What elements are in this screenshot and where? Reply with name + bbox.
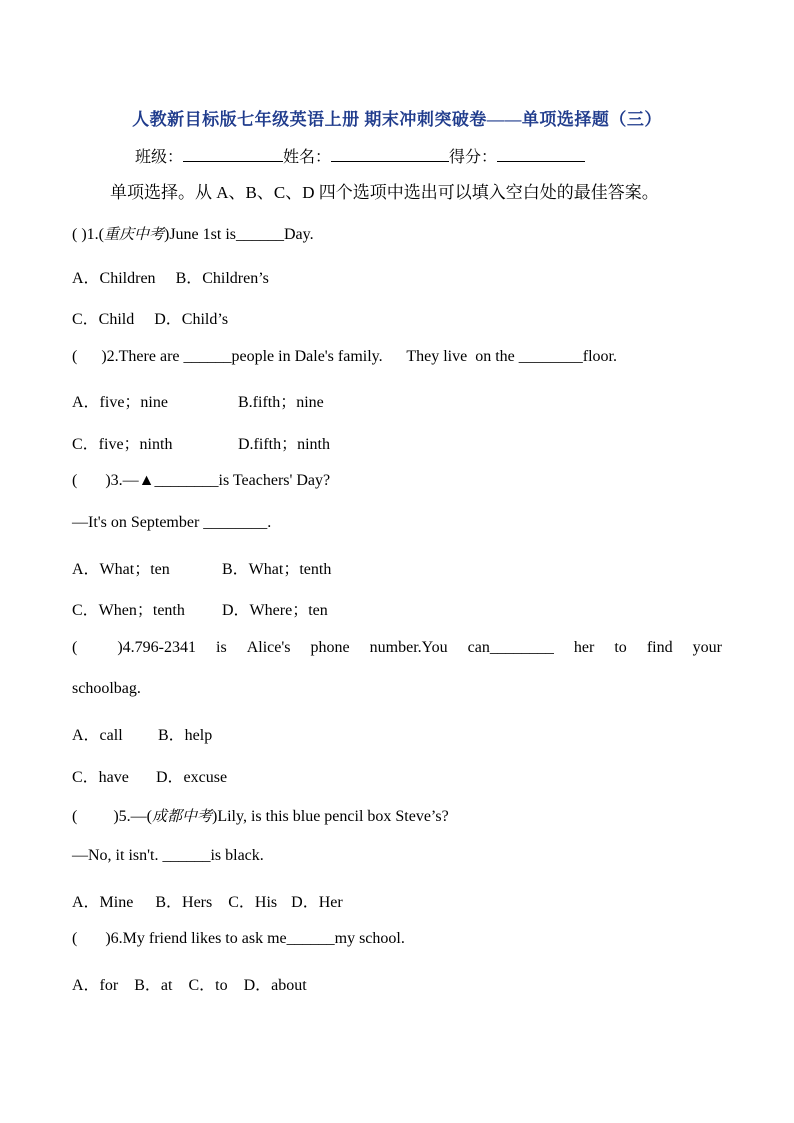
question-4-word: is bbox=[216, 639, 227, 656]
question-4-word: find bbox=[646, 639, 673, 656]
question-2-options-cd bbox=[72, 431, 330, 454]
option-b[interactable]: B．at bbox=[134, 977, 173, 994]
question-5-options bbox=[72, 889, 343, 912]
question-4-word: can________ bbox=[467, 639, 554, 656]
question-1-text-end: Day. bbox=[284, 226, 314, 243]
option-d[interactable]: D．Where；ten bbox=[222, 602, 328, 619]
question-3-stem: ( )3.—▲________is Teachers' Day? bbox=[72, 472, 331, 489]
question-6-stem: ( )6.My friend likes to ask me______my school. bbox=[72, 930, 405, 947]
option-d[interactable]: D．about bbox=[243, 977, 307, 994]
question-2-stem: ( )2.There are ______people in Dale's family. They live on the ________floor. bbox=[72, 348, 617, 365]
question-1-options-ab bbox=[72, 265, 269, 288]
question-4-word: number.You bbox=[369, 639, 448, 656]
option-c[interactable]: C．five；ninth bbox=[72, 436, 173, 453]
option-d[interactable]: D．excuse bbox=[156, 769, 228, 786]
question-4-word: her bbox=[573, 639, 595, 656]
question-1-source: 重庆中考 bbox=[103, 225, 164, 243]
option-d[interactable]: D．Child’s bbox=[154, 311, 229, 328]
question-2-options-ab bbox=[72, 389, 324, 412]
option-b[interactable]: B．What；tenth bbox=[222, 561, 332, 578]
option-b[interactable]: B.fifth；nine bbox=[238, 394, 324, 411]
name-blank[interactable] bbox=[331, 147, 449, 162]
question-5-number: ( )5.—( bbox=[72, 808, 152, 825]
question-3-options-ab bbox=[72, 556, 331, 579]
instruction-text: 单项选择。从 A、B、C、D 四个选项中选出可以填入空白处的最佳答案。 bbox=[110, 183, 659, 202]
score-label: 得分： bbox=[449, 149, 498, 166]
option-a[interactable]: A．five；nine bbox=[72, 394, 168, 411]
question-1-stem bbox=[72, 223, 314, 244]
option-a[interactable]: A．for bbox=[72, 977, 119, 994]
question-5-stem-2: —No, it isn't. ______is black. bbox=[72, 847, 264, 864]
option-c[interactable]: C．His bbox=[228, 894, 278, 911]
student-info-line bbox=[135, 144, 585, 167]
question-4-word: Alice's bbox=[246, 639, 291, 656]
option-d[interactable]: D.fifth；ninth bbox=[238, 436, 330, 453]
question-6-options bbox=[72, 972, 307, 995]
question-1-text: )June 1st is bbox=[164, 226, 236, 243]
option-b[interactable]: B．Hers bbox=[155, 894, 213, 911]
question-5-source: 成都中考 bbox=[151, 807, 212, 825]
question-1-blank: ______ bbox=[236, 226, 284, 243]
question-5-stem bbox=[72, 805, 449, 826]
option-a[interactable]: A．Mine bbox=[72, 894, 134, 911]
option-c[interactable]: C．When；tenth bbox=[72, 602, 185, 619]
option-b[interactable]: B．Children’s bbox=[175, 270, 269, 287]
option-c[interactable]: C．to bbox=[188, 977, 228, 994]
question-4-word: ( )4.796-2341 bbox=[72, 639, 196, 656]
page-title: 人教新目标版七年级英语上册 期末冲刺突破卷——单项选择题（三） bbox=[132, 110, 662, 129]
class-blank[interactable] bbox=[183, 147, 283, 162]
question-4-options-cd bbox=[72, 764, 227, 787]
question-1-number: ( )1.( bbox=[72, 226, 104, 243]
option-c[interactable]: C．have bbox=[72, 769, 129, 786]
question-4-word: to bbox=[614, 639, 627, 656]
option-d[interactable]: D．Her bbox=[291, 894, 343, 911]
option-b[interactable]: B．help bbox=[158, 727, 213, 744]
question-3-stem-2: —It's on September ________. bbox=[72, 514, 272, 531]
score-blank[interactable] bbox=[497, 147, 585, 162]
question-4-options-ab bbox=[72, 722, 212, 745]
question-4-word: your bbox=[692, 639, 722, 656]
name-label: 姓名： bbox=[283, 149, 332, 166]
option-a[interactable]: A．Children bbox=[72, 270, 156, 287]
class-label: 班级： bbox=[135, 149, 184, 166]
question-4-word: phone bbox=[310, 639, 350, 656]
option-a[interactable]: A．call bbox=[72, 727, 123, 744]
option-a[interactable]: A．What；ten bbox=[72, 561, 170, 578]
question-5-text: )Lily, is this blue pencil box Steve’s? bbox=[212, 808, 449, 825]
question-4-stem-2: schoolbag. bbox=[72, 680, 141, 697]
question-3-options-cd bbox=[72, 597, 328, 620]
question-4-stem bbox=[72, 639, 722, 657]
option-c[interactable]: C．Child bbox=[72, 311, 135, 328]
question-1-options-cd bbox=[72, 306, 228, 329]
